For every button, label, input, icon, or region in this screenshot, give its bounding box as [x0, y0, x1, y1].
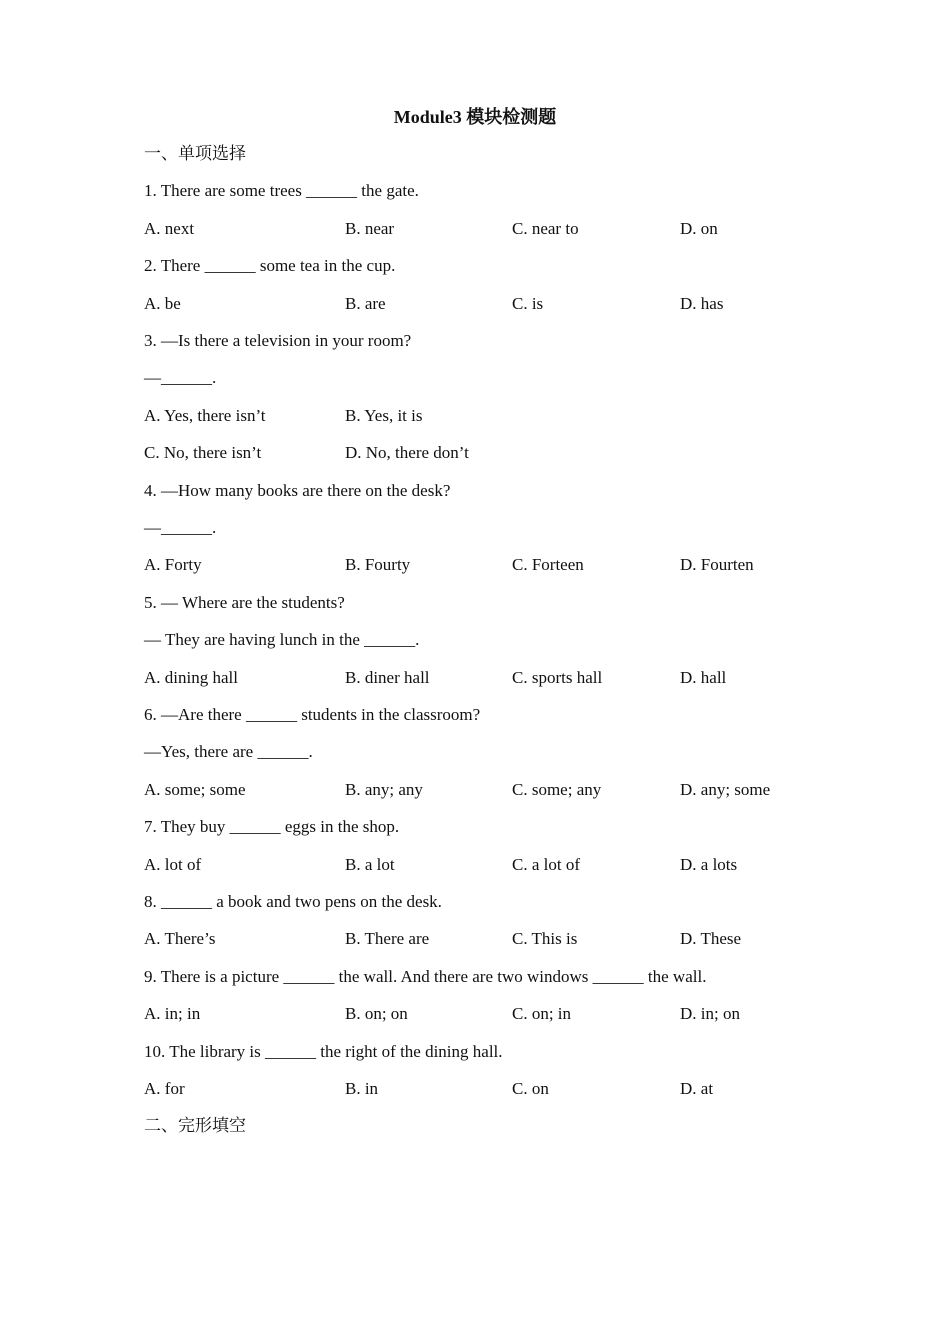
question-3-option-c: C. No, there isn’t [144, 443, 262, 462]
question-7-stem: 7. They buy ______ eggs in the shop. [144, 817, 400, 836]
question-10-stem: 10. The library is ______ the right of the dining hall. [144, 1042, 503, 1061]
question-3-option-a: A. Yes, there isn’t [144, 406, 266, 425]
question-5-answer-line: — They are having lunch in the ______. [144, 630, 420, 649]
question-7-option-d: D. a lots [680, 855, 738, 874]
question-9-option-a: A. in; in [144, 1004, 201, 1023]
question-1-option-b: B. near [345, 219, 395, 238]
question-7-option-a: A. lot of [144, 855, 202, 874]
question-3-option-b: B. Yes, it is [345, 406, 423, 425]
question-10-option-d: D. at [680, 1079, 714, 1098]
question-5-option-b: B. diner hall [345, 668, 430, 687]
question-1-option-c: C. near to [512, 219, 579, 238]
question-5-option-c: C. sports hall [512, 668, 603, 687]
question-8-option-d: D. These [680, 929, 742, 948]
question-7-option-b: B. a lot [345, 855, 395, 874]
question-5-option-a: A. dining hall [144, 668, 238, 687]
question-3-stem: 3. —Is there a television in your room? [144, 331, 412, 350]
question-6-option-c: C. some; any [512, 780, 602, 799]
question-10-option-a: A. for [144, 1079, 185, 1098]
question-2-option-d: D. has [680, 294, 724, 313]
section-heading-cloze: 二、完形填空 [144, 1116, 246, 1135]
question-4-option-d: D. Fourten [680, 555, 754, 574]
question-8-stem: 8. ______ a book and two pens on the desk. [144, 892, 442, 911]
question-6-option-b: B. any; any [345, 780, 423, 799]
question-10-option-c: C. on [512, 1079, 549, 1098]
question-7-option-c: C. a lot of [512, 855, 580, 874]
question-1-stem: 1. There are some trees ______ the gate. [144, 181, 419, 200]
question-6-answer-line: —Yes, there are ______. [144, 742, 313, 761]
question-6-option-d: D. any; some [680, 780, 771, 799]
question-1-option-a: A. next [144, 219, 195, 238]
question-8-option-b: B. There are [345, 929, 430, 948]
question-2-option-b: B. are [345, 294, 386, 313]
question-3-option-d: D. No, there don’t [345, 443, 469, 462]
question-5-option-d: D. hall [680, 668, 727, 687]
question-6-option-a: A. some; some [144, 780, 246, 799]
question-3-answer-line: —______. [144, 368, 217, 387]
question-4-option-a: A. Forty [144, 555, 202, 574]
question-4-stem: 4. —How many books are there on the desk? [144, 481, 451, 500]
question-4-option-b: B. Fourty [345, 555, 411, 574]
question-9-option-c: C. on; in [512, 1004, 572, 1023]
question-6-stem: 6. —Are there ______ students in the classroom? [144, 705, 481, 724]
question-9-option-d: D. in; on [680, 1004, 740, 1023]
question-1-option-d: D. on [680, 219, 718, 238]
question-2-option-c: C. is [512, 294, 544, 313]
question-2-option-a: A. be [144, 294, 181, 313]
question-8-option-c: C. This is [512, 929, 578, 948]
page-title: Module3 模块检测题 [393, 107, 557, 127]
question-9-option-b: B. on; on [345, 1004, 408, 1023]
question-10-option-b: B. in [345, 1079, 379, 1098]
question-4-answer-line: —______. [144, 518, 217, 537]
question-8-option-a: A. There’s [144, 929, 216, 948]
question-2-stem: 2. There ______ some tea in the cup. [144, 256, 396, 275]
question-5-stem: 5. — Where are the students? [144, 593, 345, 612]
section-heading-multiple-choice: 一、单项选择 [144, 144, 246, 163]
question-4-option-c: C. Forteen [512, 555, 584, 574]
question-9-stem: 9. There is a picture ______ the wall. And there are two windows ______ the wall. [144, 967, 707, 986]
